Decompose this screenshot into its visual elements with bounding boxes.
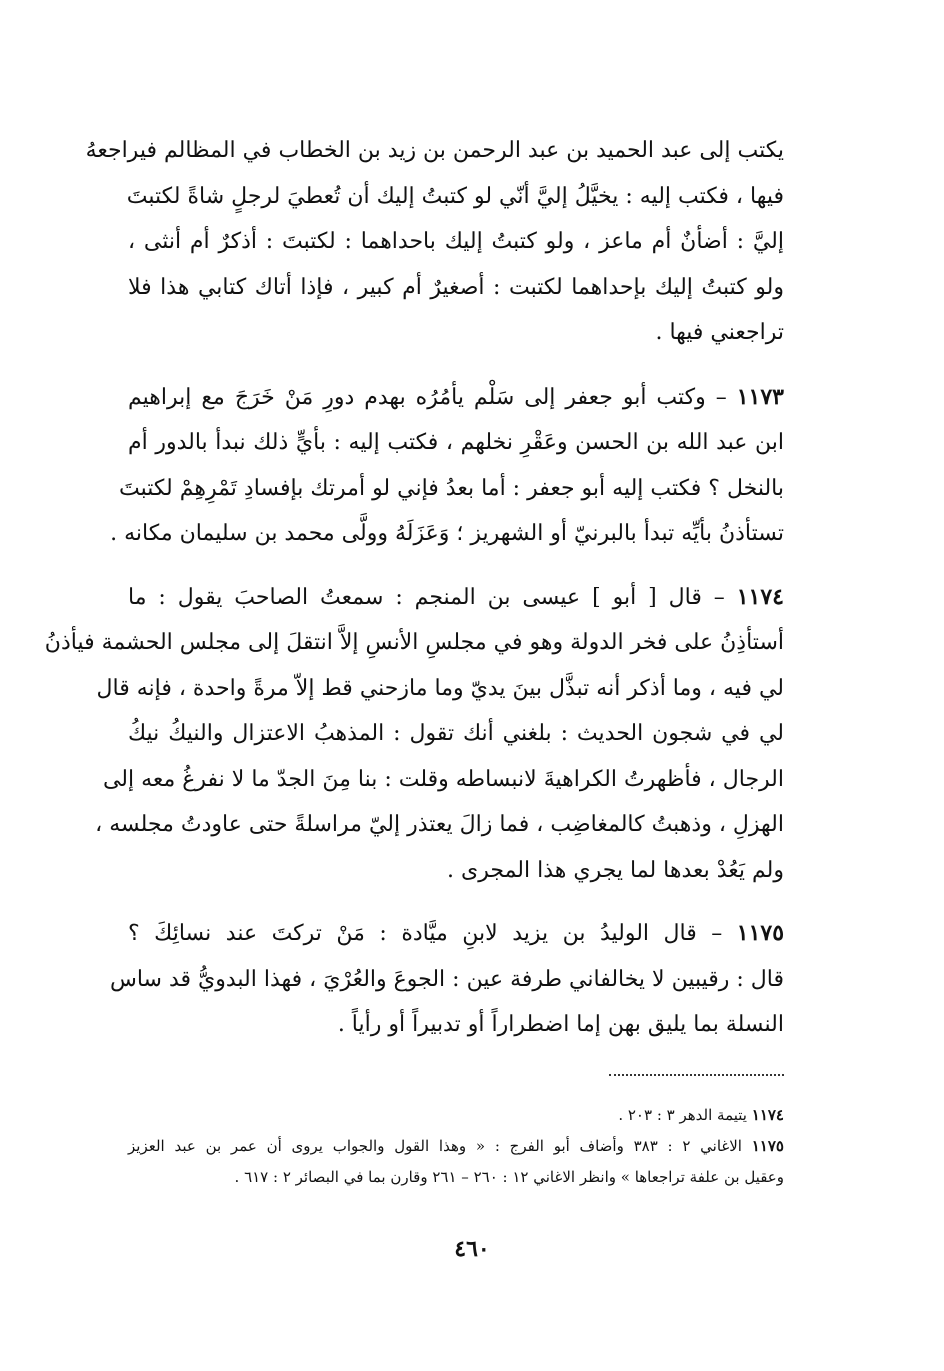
main-text: [44, 128, 785, 1066]
text-line: لي في شجون الحديث : بلغني أنك تقول : المذهبُ الاعتزال والنيكُ نيكُ: [128, 721, 784, 746]
entry-number: ١١٧٥: [736, 920, 785, 946]
entry-first-line: – قال الوليدُ بن يزيد لابنِ ميَّادة : مَنْ تركتَ عند نسائِكَ ؟: [128, 921, 723, 946]
text-line: ولو كتبتُ إليك بإحداهما لكتبت : أصغيرٌ أم كبير ، فإذا أتاك كتابي هذا فلا: [128, 274, 784, 300]
text-line: [128, 375, 784, 421]
paragraph: [110, 375, 784, 557]
footnotes: [128, 1100, 784, 1193]
text-line: إليَّ : أضأنٌ أم ماعز ، ولو كتبتُ إليك باحداهما : لكتبتَ : أذكرٌ أم أنثى ،: [128, 229, 784, 254]
entry-number: ١١٧٤: [736, 583, 784, 610]
footnote-text: وعقيل بن علفة تراجعاها » وانظر الاغاني ١٢ : ٢٦٠ – ٢٦١ وقارن بما في البصائر ٢ : ٦١٧ .: [234, 1168, 784, 1186]
footnote: [128, 1131, 784, 1162]
text-line: فيها ، فكتب إليه : يخيَّلُ إليَّ أنّي لو كتبتُ إليك أن تُعطيَ لرجلٍ شاةً لكتبتَ: [126, 183, 784, 209]
text-line: يكتب إلى عبد الحميد بن عبد الرحمن بن زيد بن الخطاب في المظالم فيراجعهُ: [85, 138, 784, 163]
text-line: تراجعني فيها .: [655, 320, 784, 345]
text-line: [128, 911, 784, 957]
text-line: النسلة بما يليق بهن إما اضطراراً أو تدبيراً أو رأياً .: [337, 1012, 784, 1037]
text-line: تستأذنُ بأيِّه تبدأ بالبرنيّ أو الشهريز ؛ وَعَزَلَهُ وولَّى محمد بن سليمان مكانه .: [110, 521, 784, 546]
text-line: الرجال ، فأظهرتُ الكراهيةَ لانبساطه وقلت : بنا مِنَ الجدّ ما لا نفرغُ معه إلى: [102, 766, 784, 792]
paragraph: [44, 575, 784, 894]
text-line: ولم يَعُدْ بعدها لما يجري هذا المجرى .: [447, 857, 784, 883]
text-line: بالنخل ؟ فكتب إليه أبو جعفر : أما بعدُ فإني لو أمرتك بإفسادِ تَمْرِهِمْ لكتبتَ: [118, 475, 784, 501]
entry-number: ١١٧٣: [736, 383, 784, 410]
page-number: ٤٦٠: [454, 1236, 490, 1262]
paragraph: [85, 128, 784, 356]
paragraph: [109, 911, 785, 1048]
text-line: أستأذِنُ على فخر الدولة وهو في مجلسِ الأنسِ إلاَّ انتقلَ إلى مجلس الحشمة فيأذنُ: [44, 630, 784, 655]
entry-first-line: – وكتب أبو جعفر إلى سَلْم يأمُرُه بهدم دورِ مَنْ خَرَجَ مع إبراهيم: [128, 384, 727, 410]
text-line: [128, 575, 784, 621]
text-line: الهزلِ ، وذهبتُ كالمغاضِب ، فما زالَ يعتذر إليّ مراسلةً حتى عاودتُ مجلسه ،: [95, 812, 784, 837]
text-line: لي فيه ، وما أذكر أنه تبذَّل بينَ يديّ وما مازحني قط إلاّ مرةً واحدة ، فإنه قال: [96, 675, 784, 701]
footnote-text: يتيمة الدهر ٣ : ٢٠٣ .: [618, 1106, 747, 1124]
footnote-separator: [609, 1074, 784, 1076]
text-line: قال : رقيبين لا يخالفاني طرفة عين : الجوعَ والعُرْيَ ، فهذا البدويُّ قد ساس: [109, 966, 784, 992]
text-line: ابن عبد الله بن الحسن وعَقْرِ نخلهم ، فكتب إليه : بأيٍّ ذلك نبدأ بالدور أم: [128, 430, 784, 455]
footnote-number: ١١٧٤: [751, 1106, 784, 1124]
footnote: [128, 1100, 784, 1131]
entry-first-line: – قال [ أبو ] عيسى بن المنجم : سمعتُ الصاحبَ يقول : ما: [128, 584, 725, 610]
footnote-text: الاغاني ٢ : ٣٨٣ وأضاف أبو الفرج : « وهذا القول والجواب يروى أن عمر بن عبد العزيز: [128, 1137, 742, 1155]
footnote-number: ١١٧٥: [751, 1137, 784, 1155]
